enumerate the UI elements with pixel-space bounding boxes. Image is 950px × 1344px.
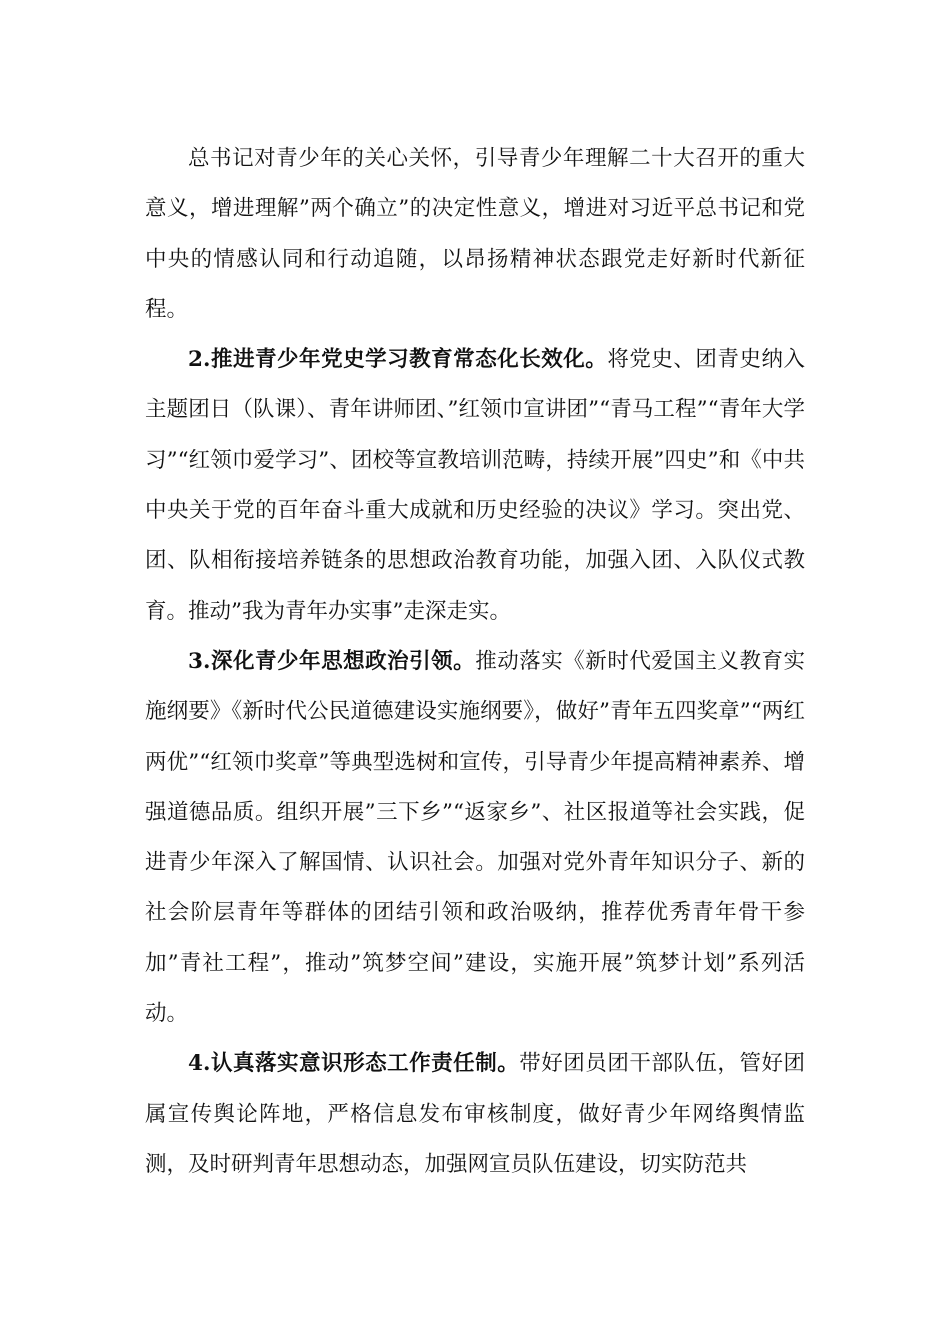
paragraph-heading: 2.推进青少年党史学习教育常态化长效化。 [188, 347, 608, 373]
paragraph-item-4 [145, 1039, 805, 1190]
document-body [145, 134, 805, 1190]
paragraph-text: 将党史、团青史纳入主题团日（队课）、青年讲师团、”红领巾宣讲团”“青马工程”“青年大学习”“红领巾爱学习”、团校等宣教培训范畴，持续开展”四史”和《中共中央关于党的百年奋斗重大成就和历史经验的决议》学习。突出党、团、队相衔接培养链条的思想政治教育功能，加强入团、入队仪式教育。推动”我为青年办实事”走深走实。 [145, 347, 805, 624]
paragraph-text: 带好团员团干部队伍，管好团属宣传舆论阵地，严格信息发布审核制度，做好青少年网络舆情监测，及时研判青年思想动态，加强网宣员队伍建设，切实防范共 [145, 1051, 805, 1177]
paragraph-text: 总书记对青少年的关心关怀，引导青少年理解二十大召开的重大意义，增进理解”两个确立”的决定性意义，增进对习近平总书记和党中央的情感认同和行动追随，以昂扬精神状态跟党走好新时代新征程。 [145, 146, 805, 322]
paragraph-heading: 3.深化青少年思想政治引领。 [188, 648, 476, 674]
paragraph-item-2 [145, 335, 805, 637]
paragraph-item-3 [145, 637, 805, 1039]
paragraph-continuation [145, 134, 805, 335]
paragraph-heading: 4.认真落实意识形态工作责任制。 [188, 1051, 520, 1077]
paragraph-text: 推动落实《新时代爱国主义教育实施纲要》《新时代公民道德建设实施纲要》，做好”青年五四奖章”“两红两优”“红领巾奖章”等典型选树和宣传，引导青少年提高精神素养、增强道德品质。组织开展”三下乡”“返家乡”、社区报道等社会实践，促进青少年深入了解国情、认识社会。加强对党外青年知识分子、新的社会阶层青年等群体的团结引领和政治吸纳，推荐优秀青年骨干参加”青社工程”，推动”筑梦空间”建设，实施开展”筑梦计划”系列活动。 [145, 648, 805, 1027]
